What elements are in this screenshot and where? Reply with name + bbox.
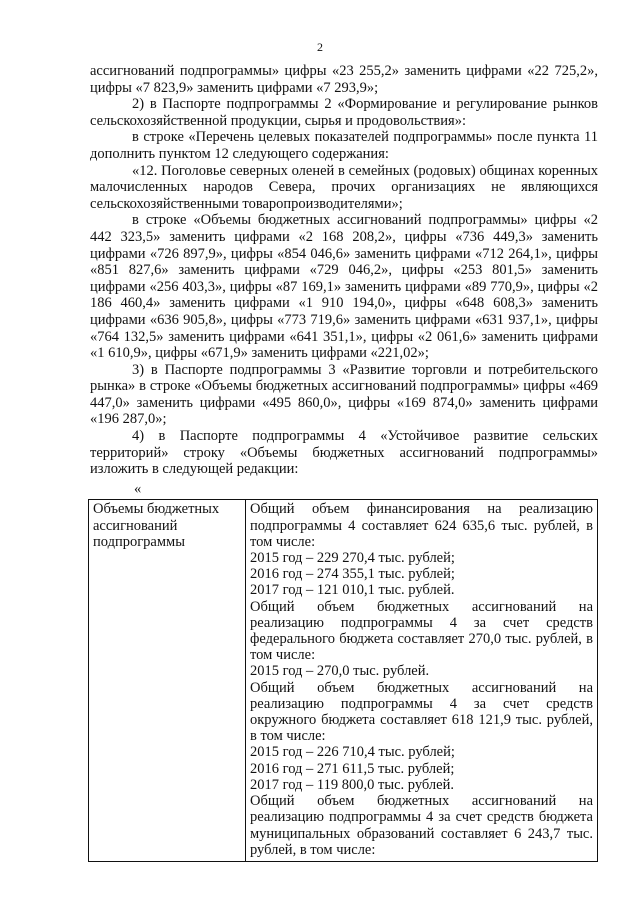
table-line: Общий объем финансирования на реализацию подпрограммы 4 составляет 624 635,6 тыс. рублей, в том числе: xyxy=(250,501,593,550)
table-row xyxy=(89,500,598,861)
table-line: 2016 год – 271 611,5 тыс. рублей; xyxy=(250,760,455,777)
table-label-cell: Объемы бюджетных ассигнований подпрограммы xyxy=(89,500,246,861)
table-line: 2015 год – 270,0 тыс. рублей. xyxy=(250,663,430,680)
table-line: Общий объем бюджетных ассигнований на реализацию подпрограммы 4 за счет средств бюджета муниципальных образований составляет 6 243,7 тыс. рублей, в том числе: xyxy=(250,793,593,858)
page-number: 2 xyxy=(317,40,323,54)
paragraph: ассигнований подпрограммы» цифры «23 255,2» заменить цифрами «22 725,2», цифры «7 823,9» заменить цифрами «7 293,9»; xyxy=(90,63,598,96)
paragraph: 2) в Паспорте подпрограммы 2 «Формирование и регулирование рынков сельскохозяйственной продукции, сырья и продовольствия»: xyxy=(90,96,598,129)
document-body xyxy=(90,63,598,862)
budget-table xyxy=(88,499,598,861)
table-line: Общий объем бюджетных ассигнований на реализацию подпрограммы 4 за счет средств федерального бюджета составляет 270,0 тыс. рублей, в том числе: xyxy=(250,598,593,664)
opening-quote: « xyxy=(134,480,142,497)
table-line: 2015 год – 229 270,4 тыс. рублей; xyxy=(250,550,455,567)
paragraph: в строке «Перечень целевых показателей подпрограммы» после пункта 11 дополнить пунктом 12 следующего содержания: xyxy=(90,129,598,162)
table-line: 2015 год – 226 710,4 тыс. рублей; xyxy=(250,744,455,761)
paragraph: в строке «Объемы бюджетных ассигнований подпрограммы» цифры «2 442 323,5» заменить цифрами «2 168 208,2», цифры «736 449,3» заменить цифрами «726 897,9», цифры «854 046,6» заменить цифрами «712 264,1», цифры «851 827,6» заменить цифрами «729 046,2», цифры «253 801,5» заменить цифрами «256 403,3», цифры «87 169,1» заменить цифрами «89 770,9», цифры «2 186 460,4» заменить цифрами «1 910 194,0», цифры «648 608,3» заменить цифрами «636 905,8», цифры «773 719,6» заменить цифрами «631 937,1», цифры «764 132,5» заменить цифрами «641 351,1», цифры «2 061,6» заменить цифрами «1 610,9», цифры «671,9» заменить цифрами «221,02»; xyxy=(90,212,598,362)
table-value-cell xyxy=(246,500,598,861)
paragraph: 4) в Паспорте подпрограммы 4 «Устойчивое развитие сельских территорий» строку «Объемы бюджетных ассигнований подпрограммы» изложить в следующей редакции: xyxy=(90,428,598,478)
paragraph: 3) в Паспорте подпрограммы 3 «Развитие торговли и потребительского рынка» в строке «Объемы бюджетных ассигнований подпрограммы» цифры «469 447,0» заменить цифрами «495 860,0», цифры «169 874,0» заменить цифрами «196 287,0»; xyxy=(90,361,598,428)
table-line: Общий объем бюджетных ассигнований на реализацию подпрограммы 4 за счет средств окружного бюджета составляет 618 121,9 тыс. рублей, в том числе: xyxy=(250,679,593,745)
table-line: 2017 год – 119 800,0 тыс. рублей. xyxy=(250,776,454,793)
paragraph: «12. Поголовье северных оленей в семейных (родовых) общинах коренных малочисленных народов Севера, прочих организациях не являющихся сельскохозяйственными товаропроизводителями»; xyxy=(90,162,598,212)
table-line: 2017 год – 121 010,1 тыс. рублей. xyxy=(250,582,455,599)
table-line: 2016 год – 274 355,1 тыс. рублей; xyxy=(250,566,455,583)
